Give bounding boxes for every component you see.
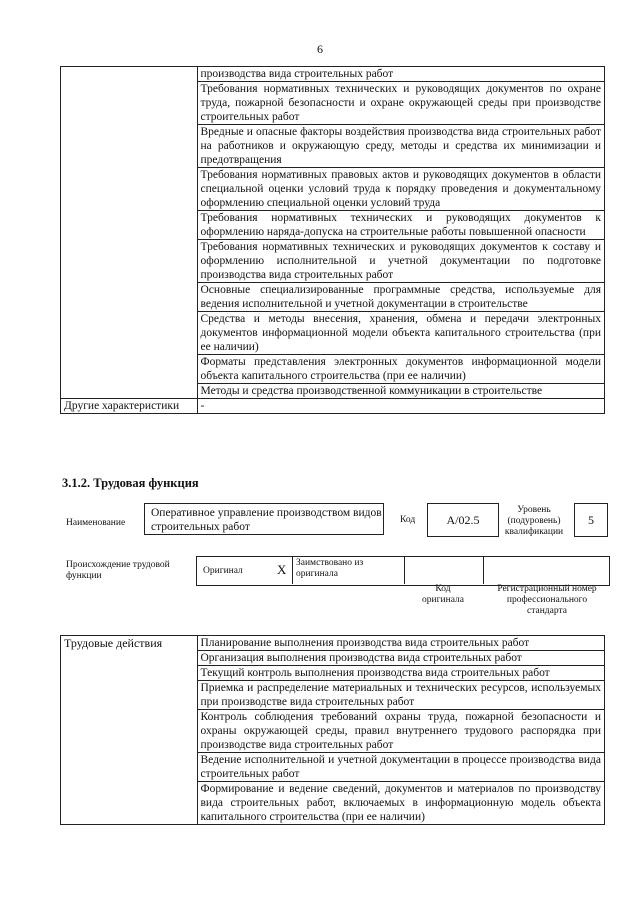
table-cell: Основные специализированные программные средства, используемые для ведения исполнительной и учетной документации в строительстве [197,283,605,312]
code-original-caption: Код оригинала [422,584,464,605]
table-cell: Требования нормативных правовых актов и руководящих документов в области специальной оценки условий труда к порядку проведения и документальному оформлению специальной оценки условий труда [197,168,605,211]
function-code: А/02.5 [427,503,499,537]
table-cell: Форматы представления электронных документов информационной модели объекта капитального строительства (при ее наличии) [197,355,605,384]
table-cell: Требования нормативных технических и руководящих документов к оформлению наряда-допуска на строительные работы повышенной опасности [197,211,605,240]
level-label: Уровень (подуровень) квалификации [504,505,564,537]
section-heading: 3.1.2. Трудовая функция [62,476,199,490]
divider [404,556,405,584]
code-label: Код [400,515,416,525]
table-row [61,399,605,414]
table-cell: Средства и методы внесения, хранения, обмена и передачи электронных документов информационной модели объекта капитального строительства (при ее наличии) [197,312,605,355]
table-cell: Требования нормативных технических и руководящих документов к составу и оформлению исполнительной и учетной документации по подготовке производства вида строительных работ [197,240,605,283]
table-row [61,636,605,651]
borrowed-label: Заимствовано из оригинала [296,558,364,579]
other-characteristics-value: - [197,399,605,414]
other-characteristics-label: Другие характеристики [61,399,198,414]
page-number: 6 [317,42,323,56]
table-cell: Формирование и ведение сведений, документов и материалов по производству вида строительных работ, включаемых в информационную модель объекта капитального строительства (при ее наличии) [197,782,605,825]
function-name: Оперативное управление производством видов строительных работ [144,503,384,535]
divider [292,556,293,584]
table-cell: Вредные и опасные факторы воздействия производства вида строительных работ на работников и окружающую среду, методы и средства их минимизации и предотвращения [197,125,605,168]
table-cell: Текущий контроль выполнения производства вида строительных работ [197,666,605,681]
table-cell: Приемка и распределение материальных и технических ресурсов, используемых при производстве вида строительных работ [197,681,605,710]
table-cell: производства вида строительных работ [197,67,605,82]
table-cell: Ведение исполнительной и учетной документации в процессе производства вида строительных работ [197,753,605,782]
origin-label: Происхождение трудовой функции [66,560,170,581]
table-cell: Контроль соблюдения требований охраны труда, пожарной безопасности и охраны окружающей среды, правил внутреннего трудового распорядка при производстве вида строительных работ [197,710,605,753]
qualification-level: 5 [574,503,608,537]
table-cell: Требования нормативных технических и руководящих документов по охране труда, пожарной безопасности и охране окружающей среды при производстве строительных работ [197,82,605,125]
knowledge-table [60,66,605,414]
table-cell: Организация выполнения производства вида строительных работ [197,651,605,666]
origin-grid [196,556,610,586]
name-label: Наименование [66,518,126,528]
table-label-cell [61,67,198,399]
registration-number-caption: Регистрационный номер профессионального стандарта [497,584,597,616]
table-cell: Методы и средства производственной коммуникации в строительстве [197,384,605,399]
table-row [61,67,605,82]
divider [483,556,484,584]
table-cell: Планирование выполнения производства вида строительных работ [197,636,605,651]
labor-actions-label: Трудовые действия [61,636,198,825]
labor-actions-table [60,635,605,825]
original-label: Оригинал [203,566,243,576]
original-mark: X [277,562,287,577]
